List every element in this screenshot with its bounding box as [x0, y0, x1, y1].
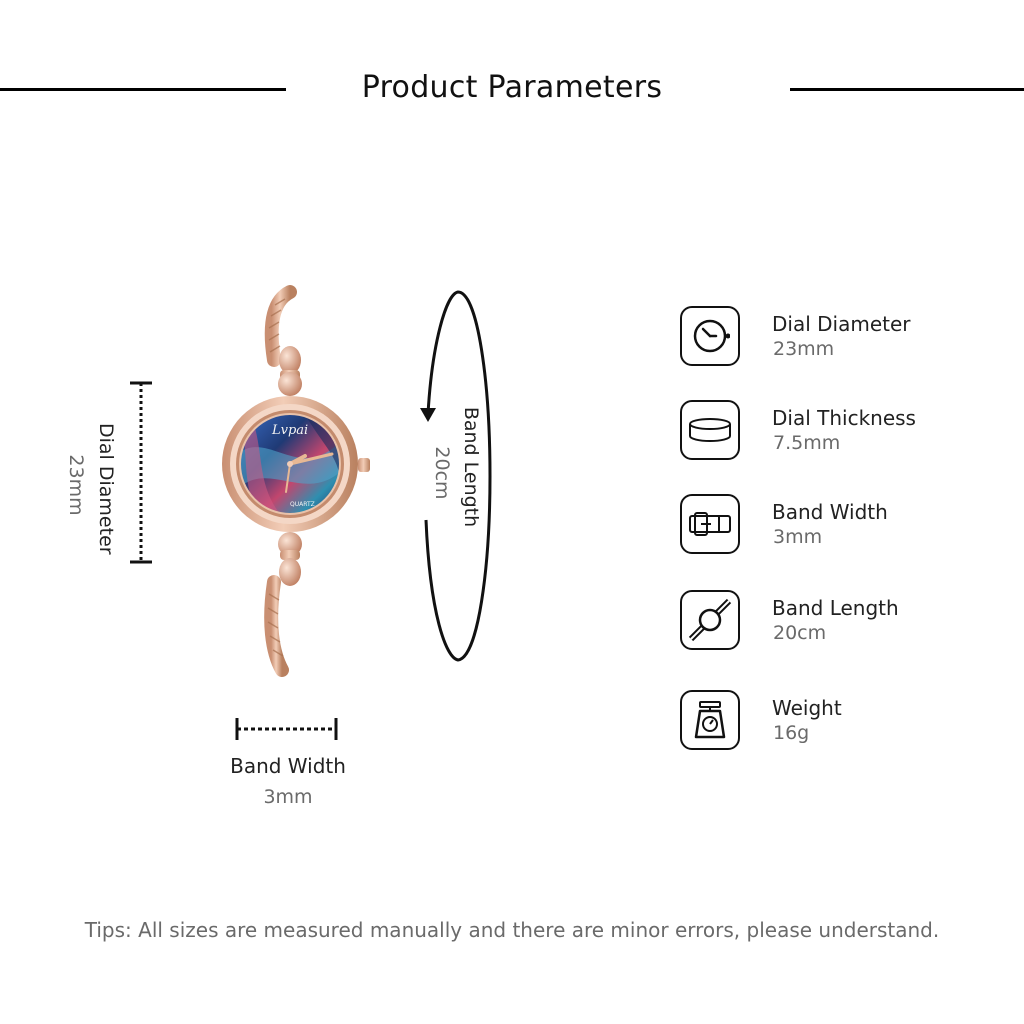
footer-tips: Tips: All sizes are measured manually and there are minor errors, please understand.: [84, 918, 940, 942]
watch-band-icon: [680, 590, 740, 650]
band-length-value: 20cm: [431, 446, 453, 500]
dial-thickness-icon: [680, 400, 740, 460]
spec-label: Dial Thickness: [772, 406, 916, 430]
spec-value: 7.5mm: [773, 432, 841, 454]
spec-value: 3mm: [773, 526, 823, 548]
dial-diameter-bracket: [126, 378, 156, 568]
spec-band-width: [680, 494, 1010, 558]
spec-value: 16g: [773, 722, 810, 744]
spec-label: Weight: [772, 696, 842, 720]
spec-label: Dial Diameter: [772, 312, 911, 336]
spec-weight: [680, 690, 1010, 754]
strap-buckle-icon: [680, 494, 740, 554]
dial-diameter-value: 23mm: [65, 454, 87, 516]
band-length-label: Band Length: [460, 406, 482, 528]
spec-dial-diameter: [680, 306, 1010, 370]
watch-movement-text: QUARTZ: [290, 501, 315, 508]
spec-band-length: [680, 590, 1010, 654]
spec-dial-thickness: [680, 400, 1010, 464]
header-rule-right: [790, 88, 1024, 91]
clock-icon: [680, 306, 740, 366]
spec-value: 20cm: [773, 622, 827, 644]
band-width-value: 3mm: [263, 786, 313, 808]
band-width-label: Band Width: [230, 754, 346, 778]
band-width-bracket: [232, 714, 342, 744]
spec-value: 23mm: [773, 338, 835, 360]
scale-icon: [680, 690, 740, 750]
spec-label: Band Length: [772, 596, 899, 620]
watch-brand-text: Lvpai: [272, 423, 309, 438]
band-length-arc: [410, 284, 500, 668]
dial-diameter-label: Dial Diameter: [95, 423, 117, 555]
spec-label: Band Width: [772, 500, 888, 524]
page-title: Product Parameters: [361, 70, 663, 105]
watch-image: [210, 282, 390, 682]
